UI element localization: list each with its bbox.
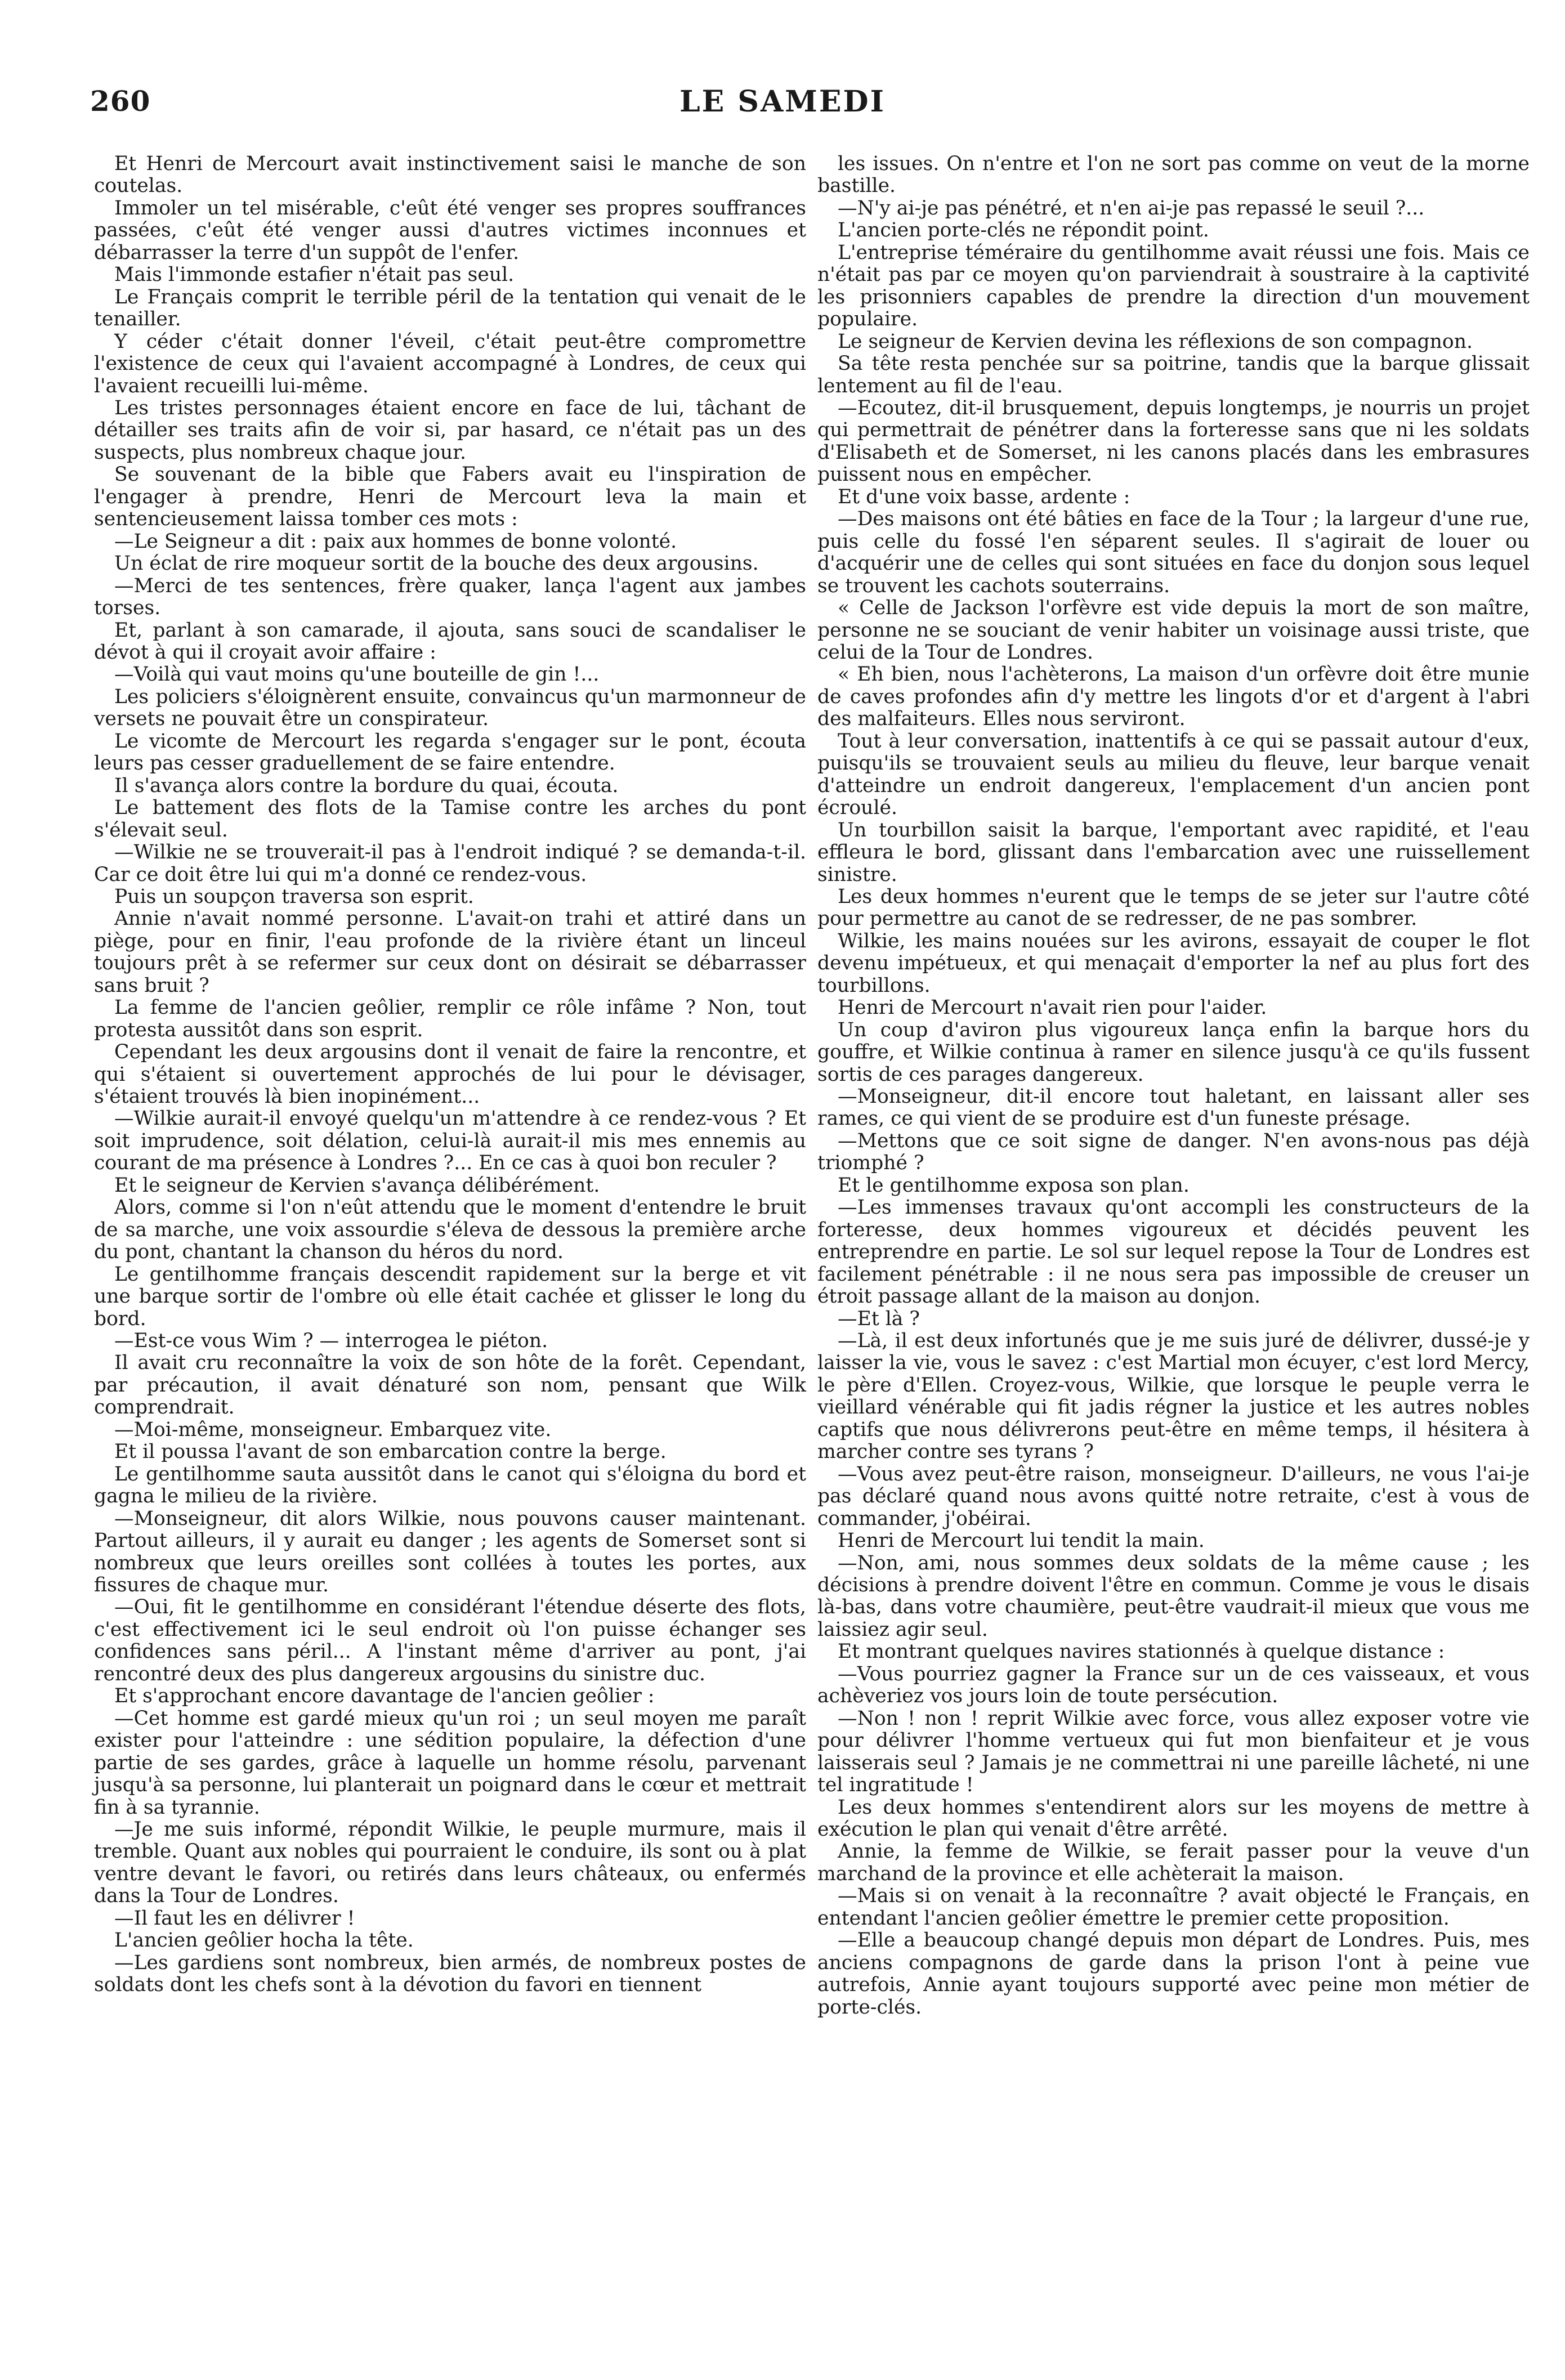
paragraph: —Wilkie aurait-il envoyé quelqu'un m'attendre à ce rendez-vous ? Et soit imprudence, soit délation, celui-là aurait-il mis mes ennemis au courant de ma présence à Londres ?... En ce cas à quoi bon reculer ?	[94, 1107, 806, 1175]
page-number: 260	[90, 84, 151, 118]
paragraph: —Non, ami, nous sommes deux soldats de la même cause ; les décisions à prendre doivent l'être en commun. Comme je vous le disais là-bas, dans votre chaumière, peut-être vaudrait-il mieux que vous me laissiez agir seul.	[817, 1551, 1530, 1641]
paragraph: Wilkie, les mains nouées sur les avirons, essayait de couper le flot devenu impétueux, et qui menaçait d'emporter la nef au plus fort des tourbillons.	[817, 929, 1530, 997]
paragraph: Les policiers s'éloignèrent ensuite, convaincus qu'un marmonneur de versets ne pouvait être un conspirateur.	[94, 685, 806, 731]
paragraph: L'ancien geôlier hocha la tête.	[114, 1929, 414, 1952]
paragraph: « Celle de Jackson l'orfèvre est vide depuis la mort de son maître, personne ne se souciant de venir habiter un voisinage aussi triste, que celui de la Tour de Londres.	[817, 597, 1530, 664]
right-text-column	[817, 153, 1530, 2019]
left-text-column	[94, 153, 806, 1997]
paragraph: Annie, la femme de Wilkie, se ferait passer pour la veuve d'un marchand de la province et elle achèterait la maison.	[817, 1840, 1530, 1885]
paragraph: —Moi-même, monseigneur. Embarquez vite.	[114, 1418, 552, 1441]
paragraph: —Il faut les en délivrer !	[114, 1907, 355, 1930]
paragraph: Et il poussa l'avant de son embarcation contre la berge.	[114, 1440, 667, 1464]
paragraph: —Cet homme est gardé mieux qu'un roi ; un seul moyen me paraît exister pour l'atteindre : une sédition populaire, la défection d'une partie de ses gardes, grâce à laquelle un homme résolu, parvenant jusqu'à sa personne, lui planterait un poignard dans le cœur et mettrait fin à sa tyrannie.	[94, 1707, 806, 1819]
paragraph: Le battement des flots de la Tamise contre les arches du pont s'élevait seul.	[94, 797, 806, 842]
paragraph: Sa tête resta penchée sur sa poitrine, tandis que la barque glissait lentement au fil de l'eau.	[817, 352, 1530, 397]
paragraph: —Vous avez peut-être raison, monseigneur. D'ailleurs, ne vous l'ai-je pas déclaré quand nous avons quitté notre retraite, c'est à vous de commander, j'obéirai.	[817, 1462, 1530, 1530]
paragraph: —Mais si on venait à la reconnaître ? avait objecté le Français, en entendant l'ancien geôlier émettre le premier cette proposition.	[817, 1885, 1530, 1930]
paragraph: La femme de l'ancien geôlier, remplir ce rôle infâme ? Non, tout protesta aussitôt dans son esprit.	[94, 996, 806, 1041]
paragraph: Et s'approchant encore davantage de l'ancien geôlier :	[114, 1685, 655, 1708]
paragraph: L'ancien porte-clés ne répondit point.	[838, 219, 1209, 242]
paragraph: Et, parlant à son camarade, il ajouta, sans souci de scandaliser le dévot à qui il croyait avoir affaire :	[94, 619, 806, 664]
paragraph: Et Henri de Mercourt avait instinctivement saisi le manche de son coutelas.	[94, 153, 806, 198]
paragraph: —Le Seigneur a dit : paix aux hommes de bonne volonté.	[114, 530, 677, 553]
paragraph: —Là, il est deux infortunés que je me suis juré de délivrer, dussé-je y laisser la vie, vous le savez : c'est Martial mon écuyer, c'est lord Mercy, le père d'Ellen. Croyez-vous, Wilkie, que lorsque le peuple verra le vieillard vénérable qui fit jadis régner la justice et les autres nobles captifs que nous délivrerons peut-être en même temps, il hésitera à marcher contre ses tyrans ?	[817, 1330, 1530, 1464]
paragraph: Henri de Mercourt n'avait rien pour l'aider.	[838, 996, 1267, 1019]
paragraph: —Des maisons ont été bâties en face de la Tour ; la largeur d'une rue, puis celle du fossé l'en séparent seules. Il s'agirait de louer ou d'acquérir une de celles qui sont situées en face du donjon sous lequel se trouvent les cachots souterrains.	[817, 508, 1530, 597]
paragraph: Le seigneur de Kervien devina les réflexions de son compagnon.	[838, 330, 1473, 353]
paragraph: Annie n'avait nommé personne. L'avait-on trahi et attiré dans un piège, pour en finir, l'eau profonde de la rivière étant un linceul toujours prêt à se refermer sur ceux dont on désirait se débarrasser sans bruit ?	[94, 907, 806, 997]
paragraph: —Les immenses travaux qu'ont accompli les constructeurs de la forteresse, deux hommes vigoureux et décidés peuvent les entreprendre en partie. Le sol sur lequel repose la Tour de Londres est facilement pénétrable : il ne nous sera pas impossible de creuser un étroit passage allant de la maison au donjon.	[817, 1196, 1530, 1308]
paragraph: Immoler un tel misérable, c'eût été venger ses propres souffrances passées, c'eût été venger aussi d'autres victimes inconnues et débarrasser la terre d'un suppôt de l'enfer.	[94, 196, 806, 264]
paragraph: —Wilkie ne se trouverait-il pas à l'endroit indiqué ? se demanda-t-il. Car ce doit être lui qui m'a donné ce rendez-vous.	[94, 841, 806, 886]
paragraph: Les tristes personnages étaient encore en face de lui, tâchant de détailler ses traits afin de voir si, par hasard, ce n'était pas un des suspects, plus nombreux chaque jour.	[94, 396, 806, 464]
paragraph: —Merci de tes sentences, frère quaker, lança l'agent aux jambes torses.	[94, 574, 806, 620]
paragraph: Puis un soupçon traversa son esprit.	[114, 885, 474, 908]
paragraph: —Oui, fit le gentilhomme en considérant l'étendue déserte des flots, c'est effectivement ici le seul endroit où l'on puisse échanger ses confidences sans péril... A l'instant même d'arriver au pont, j'ai rencontré deux des plus dangereux argousins du sinistre duc.	[94, 1596, 806, 1685]
paragraph: Il avait cru reconnaître la voix de son hôte de la forêt. Cependant, par précaution, il avait dénaturé son nom, pensant que Wilk comprendrait.	[94, 1352, 806, 1419]
paragraph: Les deux hommes s'entendirent alors sur les moyens de mettre à exécution le plan qui venait d'être arrêté.	[817, 1796, 1530, 1841]
paragraph: Et montrant quelques navires stationnés à quelque distance :	[838, 1640, 1445, 1663]
paragraph: —Est-ce vous Wim ? — interrogea le piéton.	[114, 1330, 548, 1353]
paragraph: —Mettons que ce soit signe de danger. N'en avons-nous pas déjà triomphé ?	[817, 1129, 1530, 1175]
paragraph: Et le gentilhomme exposa son plan.	[838, 1174, 1190, 1197]
paragraph: —N'y ai-je pas pénétré, et n'en ai-je pas repassé le seuil ?...	[838, 196, 1425, 220]
paragraph: —Et là ?	[838, 1307, 920, 1330]
paragraph: Henri de Mercourt lui tendit la main.	[838, 1529, 1205, 1553]
paragraph: —Non ! non ! reprit Wilkie avec force, vous allez exposer votre vie pour délivrer l'homme vertueux qui fut mon bienfaiteur et je vous laisserais seul ? Jamais je ne commettrai ni une pareille lâcheté, ni une tel ingratitude !	[817, 1707, 1530, 1797]
paragraph: les issues. On n'entre et l'on ne sort pas comme on veut de la morne bastille.	[817, 153, 1530, 198]
paragraph: Le Français comprit le terrible péril de la tentation qui venait de le tenailler.	[94, 285, 806, 331]
paragraph: —Vous pourriez gagner la France sur un de ces vaisseaux, et vous achèveriez vos jours loin de toute persécution.	[817, 1662, 1530, 1708]
paragraph: Le gentilhomme sauta aussitôt dans le canot qui s'éloigna du bord et gagna le milieu de la rivière.	[94, 1462, 806, 1508]
paragraph: Et le seigneur de Kervien s'avança délibérément.	[114, 1174, 600, 1197]
paragraph: Un tourbillon saisit la barque, l'emportant avec rapidité, et l'eau effleura le bord, glissant dans l'embarcation avec une ruissellement sinistre.	[817, 818, 1530, 886]
paragraph: Cependant les deux argousins dont il venait de faire la rencontre, et qui s'étaient si ouvertement approchés de lui pour le dévisager, s'étaient trouvés là bien inopinément...	[94, 1041, 806, 1108]
paragraph: Le gentilhomme français descendit rapidement sur la berge et vit une barque sortir de l'ombre où elle était cachée et glisser le long du bord.	[94, 1263, 806, 1330]
paragraph: Le vicomte de Mercourt les regarda s'engager sur le pont, écouta leurs pas cesser graduellement de se faire entendre.	[94, 730, 806, 775]
paragraph: Se souvenant de la bible que Fabers avait eu l'inspiration de l'engager à prendre, Henri de Mercourt leva la main et sentencieusement laissa tomber ces mots :	[94, 463, 806, 531]
paragraph: Y céder c'était donner l'éveil, c'était peut-être compromettre l'existence de ceux qui l'avaient accompagné à Londres, de ceux qui l'avaient recueilli lui-même.	[94, 330, 806, 397]
paragraph: L'entreprise téméraire du gentilhomme avait réussi une fois. Mais ce n'était pas par ce moyen qu'on parviendrait à soustraire à la captivité les prisonniers capables de prendre la direction d'un mouvement populaire.	[817, 241, 1530, 331]
paragraph: Il s'avança alors contre la bordure du quai, écouta.	[114, 774, 619, 797]
paragraph: —Monseigneur, dit alors Wilkie, nous pouvons causer maintenant. Partout ailleurs, il y aurait eu danger ; les agents de Somerset sont si nombreux que leurs oreilles sont collées à toutes les portes, aux fissures de chaque mur.	[94, 1507, 806, 1596]
paragraph: Alors, comme si l'on n'eût attendu que le moment d'entendre le bruit de sa marche, une voix assourdie s'éleva de dessous la première arche du pont, chantant la chanson du héros du nord.	[94, 1196, 806, 1264]
paragraph: Un éclat de rire moqueur sortit de la bouche des deux argousins.	[114, 552, 759, 575]
paragraph: —Les gardiens sont nombreux, bien armés, de nombreux postes de soldats dont les chefs sont à la dévotion du favori en tiennent	[94, 1951, 806, 1997]
paragraph: —Monseigneur, dit-il encore tout haletant, en laissant aller ses rames, ce qui vient de se produire est d'un funeste présage.	[817, 1085, 1530, 1130]
paragraph: —Voilà qui vaut moins qu'une bouteille de gin !...	[114, 663, 600, 686]
paragraph: Mais l'immonde estafier n'était pas seul.	[114, 263, 515, 287]
page-header	[90, 84, 1475, 129]
paragraph: Et d'une voix basse, ardente :	[838, 485, 1130, 508]
paragraph: « Eh bien, nous l'achèterons, La maison d'un orfèvre doit être munie de caves profondes afin d'y mettre les lingots d'or et d'argent à l'abri des malfaiteurs. Elles nous serviront.	[817, 663, 1530, 731]
paragraph: —Ecoutez, dit-il brusquement, depuis longtemps, je nourris un projet qui permettrait de pénétrer dans la forteresse sans que ni les soldats d'Elisabeth et de Somerset, ni les canons placés dans les embrasures puissent nous en empêcher.	[817, 396, 1530, 486]
paragraph: —Je me suis informé, répondit Wilkie, le peuple murmure, mais il tremble. Quant aux nobles qui pourraient le conduire, ils sont ou à plat ventre devant le favori, ou retirés dans leurs châteaux, ou enfermés dans la Tour de Londres.	[94, 1818, 806, 1908]
paragraph: Tout à leur conversation, inattentifs à ce qui se passait autour d'eux, puisqu'ils se trouvaient seuls au milieu du fleuve, leur barque venait d'atteindre un endroit dangereux, l'emplacement d'un ancien pont écroulé.	[817, 730, 1530, 820]
paragraph: Les deux hommes n'eurent que le temps de se jeter sur l'autre côté pour permettre au canot de se redresser, de ne pas sombrer.	[817, 885, 1530, 930]
page-title: LE SAMEDI	[679, 84, 886, 119]
paragraph: Un coup d'aviron plus vigoureux lança enfin la barque hors du gouffre, et Wilkie continua à ramer en silence jusqu'à ce qu'ils fussent sortis de ces parages dangereux.	[817, 1018, 1530, 1086]
paragraph: —Elle a beaucoup changé depuis mon départ de Londres. Puis, mes anciens compagnons de garde dans la prison l'ont à peine vue autrefois, Annie ayant toujours supporté avec peine mon métier de porte-clés.	[817, 1929, 1530, 2019]
